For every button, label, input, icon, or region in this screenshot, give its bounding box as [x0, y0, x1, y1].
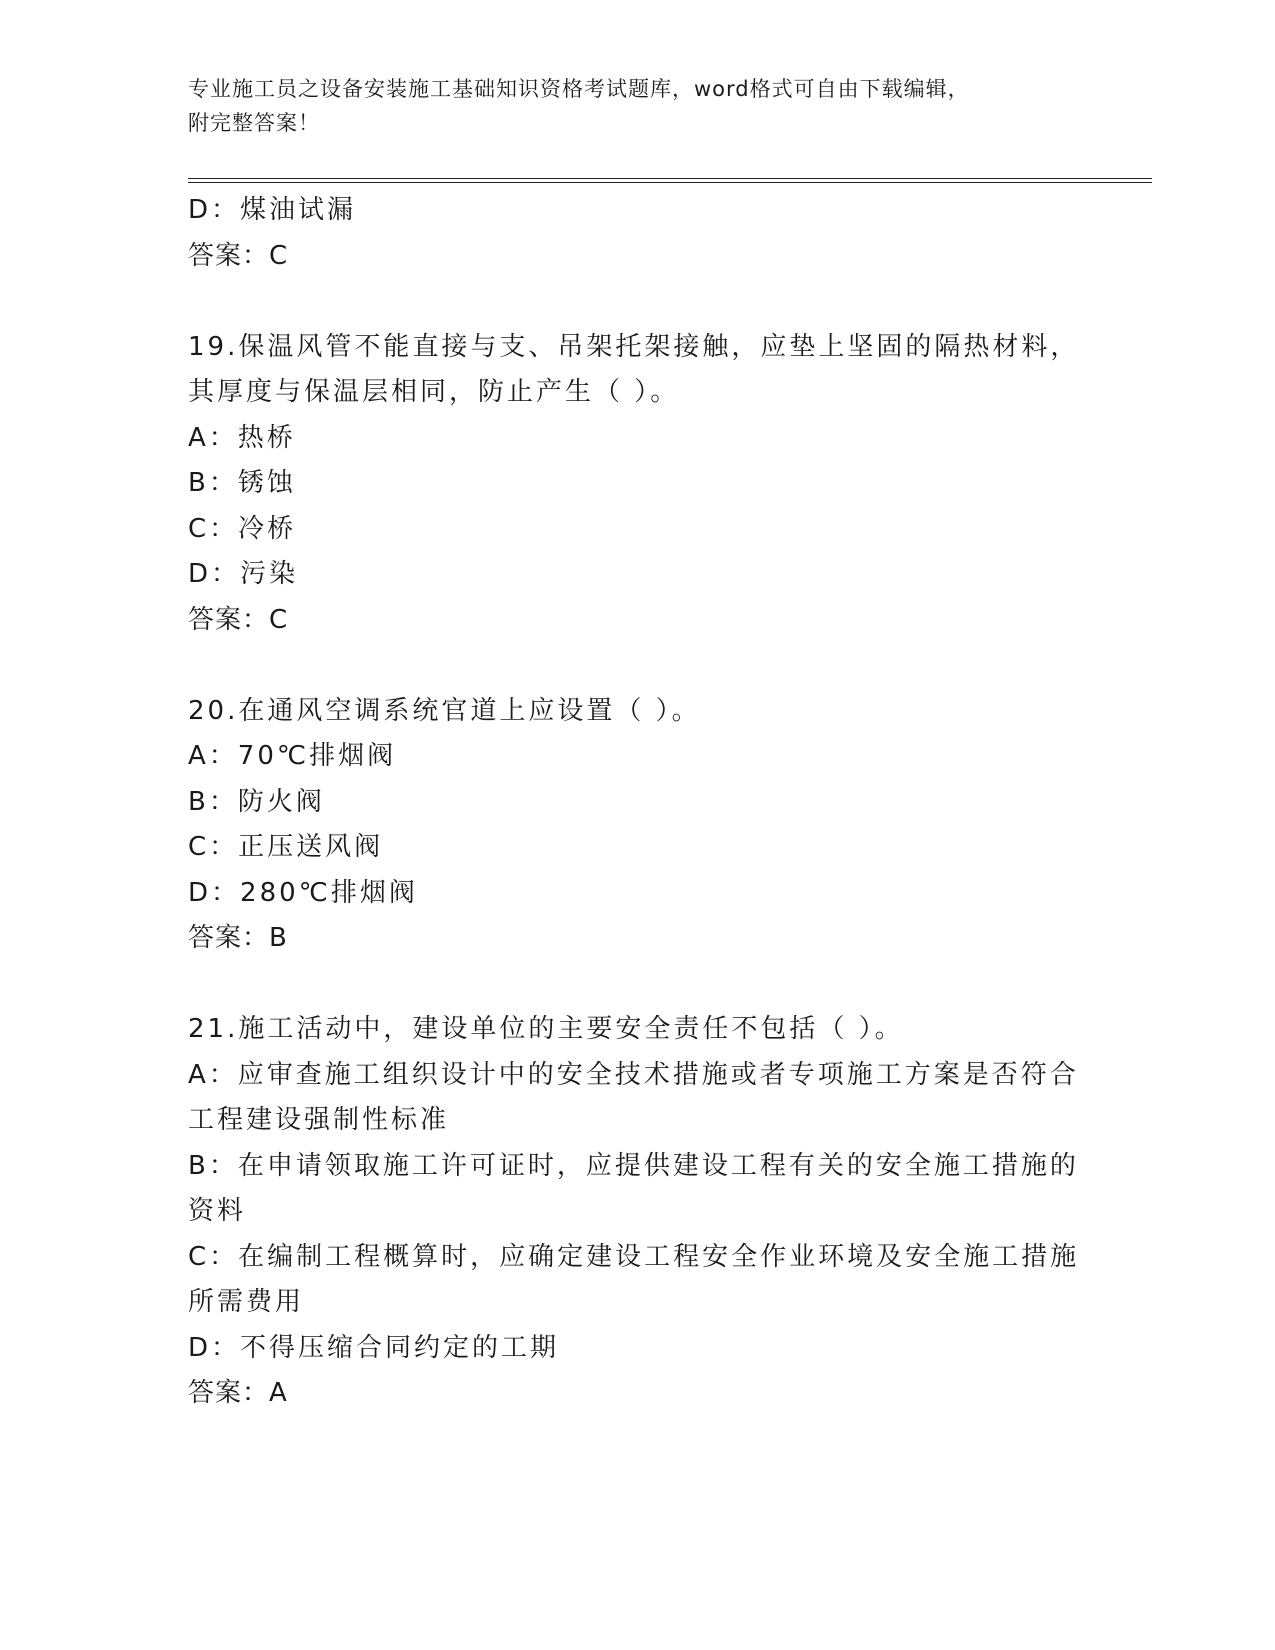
- option-b: B：在申请领取施工许可证时，应提供建设工程有关的安全施工措施的: [188, 1150, 1079, 1181]
- option-d-line: D：煤油试漏: [188, 195, 357, 225]
- question-21: [188, 1007, 1088, 1417]
- option-a: A：70℃排烟阀: [188, 741, 397, 771]
- answer-line: 答案：A: [188, 1378, 288, 1408]
- spacer: [188, 962, 1088, 1008]
- option-b: B：防火阀: [188, 786, 325, 817]
- header-line-2: 附完整答案！: [188, 111, 320, 135]
- option-b-continued: 资料: [188, 1196, 247, 1226]
- page-header: [188, 72, 1068, 140]
- document-body: [188, 188, 1088, 1417]
- option-a: A：应审查施工组织设计中的安全技术措施或者专项施工方案是否符合: [188, 1059, 1079, 1090]
- spacer: [188, 643, 1088, 689]
- option-d: D：污染: [188, 559, 299, 589]
- option-b: B：锈蚀: [188, 468, 296, 498]
- option-c: C：正压送风阀: [188, 832, 384, 862]
- question-stem: 19.保温风管不能直接与支、吊架托架接触，应垫上坚固的隔热材料，: [188, 331, 1080, 362]
- question-stem: 20.在通风空调系统官道上应设置（ ）。: [188, 695, 701, 726]
- spacer: [188, 279, 1088, 325]
- option-a-continued: 工程建设强制性标准: [188, 1105, 450, 1135]
- question-stem: 21.施工活动中，建设单位的主要安全责任不包括（ ）。: [188, 1014, 904, 1044]
- option-c: C：冷桥: [188, 513, 297, 544]
- question-stem: 其厚度与保温层相同，防止产生（ ）。: [188, 377, 680, 407]
- option-c-continued: 所需费用: [188, 1287, 305, 1317]
- option-d: D：280℃排烟阀: [188, 877, 418, 908]
- answer-line: 答案：C: [188, 604, 289, 635]
- option-d: D：不得压缩合同约定的工期: [188, 1332, 560, 1363]
- header-rule-top: [188, 178, 1152, 179]
- header-line-1: 专业施工员之设备安装施工基础知识资格考试题库，word格式可自由下载编辑，: [188, 77, 970, 101]
- answer-line: 答案：B: [188, 923, 288, 953]
- header-rule-bottom: [188, 182, 1152, 183]
- question-20: [188, 689, 1088, 962]
- option-a: A：热桥: [188, 422, 296, 453]
- question-19: [188, 325, 1088, 644]
- answer-line: 答案：C: [188, 240, 289, 271]
- option-c: C：在编制工程概算时，应确定建设工程安全作业环境及安全施工措施: [188, 1241, 1080, 1272]
